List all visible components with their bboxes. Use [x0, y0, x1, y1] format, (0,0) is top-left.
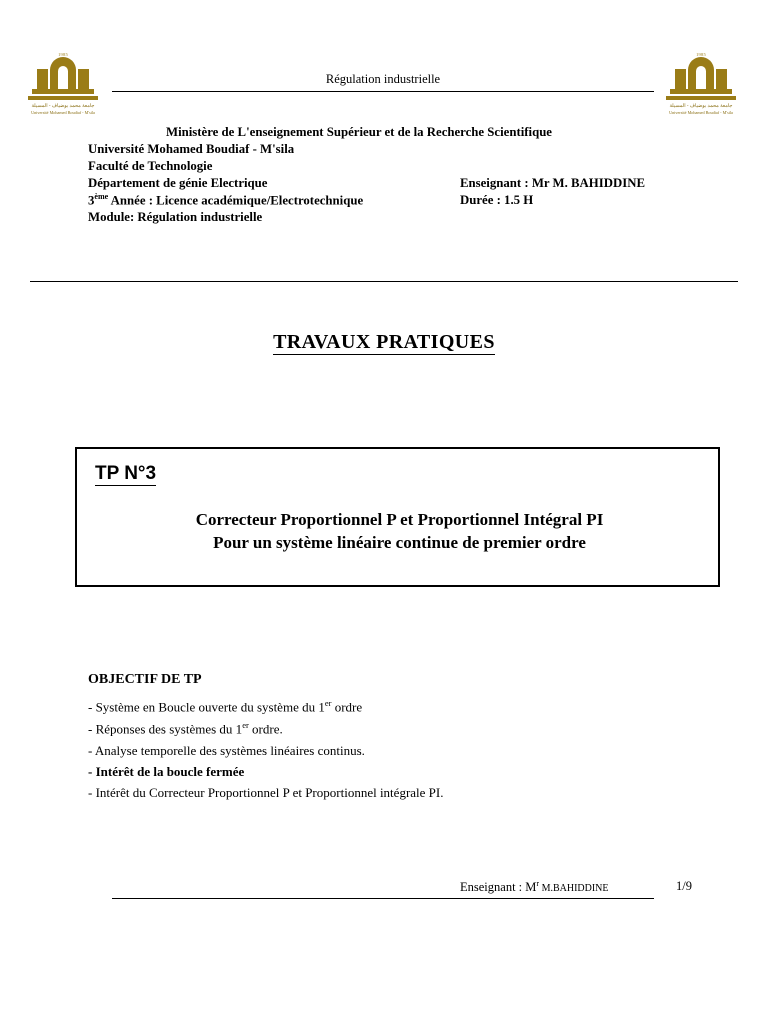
objectives-title: OBJECTIF DE TP — [88, 672, 202, 687]
footer-divider — [112, 898, 654, 899]
objective-sup: er — [324, 698, 332, 708]
institution-block — [88, 124, 688, 226]
ministry-line: Ministère de L'enseignement Supérieur et de la Recherche Scientifique — [166, 125, 552, 139]
university-name-french-right: Université Mohamed Boudiaf - M'sila — [669, 110, 733, 116]
header-divider — [112, 91, 654, 92]
tp-subtitle — [77, 509, 722, 555]
crest-year-right: 1985 — [696, 52, 706, 57]
university-name-arabic-right: جامعة محمد بوضياف - المسيلة — [669, 104, 733, 109]
page-title-text: TRAVAUX PRATIQUES — [273, 331, 495, 353]
objective-item — [88, 765, 688, 778]
objectives-list — [88, 699, 688, 807]
faculty-line: Faculté de Technologie — [88, 158, 213, 173]
university-logo-right — [662, 52, 740, 120]
objective-text: - Intérêt du Correcteur Proportionnel P et Proportionnel intégrale PI. — [88, 784, 444, 800]
objective-item — [88, 786, 688, 799]
university-name-arabic-left: جامعة محمد بوضياف - المسيلة — [31, 104, 95, 109]
department-line — [88, 175, 688, 192]
department-label: Département de génie Electrique — [88, 175, 268, 190]
objective-text: - Analyse temporelle des systèmes linéaires continus. — [88, 742, 365, 758]
academic-year-rest: Année : Licence académique/Electrotechnique — [108, 192, 364, 207]
objective-text: - Système en Boucle ouverte du système du 1 — [88, 699, 325, 715]
objective-text: - Intérêt de la boucle fermée — [88, 763, 245, 779]
objective-suffix: ordre — [331, 699, 363, 715]
footer-page-number: 1/9 — [676, 879, 692, 893]
duration-label: Durée : 1.5 H — [460, 192, 534, 207]
objective-item — [88, 744, 688, 757]
footer-teacher — [460, 879, 609, 895]
objective-text: - Réponses des systèmes du 1 — [88, 721, 243, 737]
academic-year-prefix: 3 — [88, 192, 95, 207]
academic-year-sup: ème — [94, 191, 109, 201]
university-crest-icon — [24, 52, 102, 104]
tp-box — [75, 447, 720, 587]
university-crest-icon-right — [662, 52, 740, 104]
module-line: Module: Régulation industrielle — [88, 209, 263, 224]
academic-year-line — [88, 192, 688, 209]
objective-item — [88, 721, 688, 735]
objective-item — [88, 699, 688, 713]
institution-divider — [30, 281, 738, 282]
university-line: Université Mohamed Boudiaf - M'sila — [88, 141, 295, 156]
running-header-title: Régulation industrielle — [325, 72, 441, 86]
objective-sup: er — [242, 720, 249, 731]
objective-suffix: ordre. — [248, 721, 283, 737]
university-logo-left — [24, 52, 102, 120]
tp-number-text: TP N°3 — [95, 463, 157, 484]
footer-teacher-sup: r — [536, 879, 540, 888]
tp-subtitle-line2: Pour un système linéaire continue de premier ordre — [213, 532, 586, 552]
page-title — [0, 331, 768, 354]
tp-number — [95, 463, 156, 485]
footer-teacher-name: M.BAHIDDINE — [539, 883, 609, 895]
teacher-label: Enseignant : Mr M. BAHIDDINE — [460, 175, 645, 190]
footer-teacher-prefix: Enseignant : M — [460, 880, 537, 895]
tp-subtitle-line1: Correcteur Proportionnel P et Proportionnel Intégral PI — [195, 510, 604, 529]
crest-year-left: 1985 — [58, 52, 68, 57]
university-name-french-left: Université Mohamed Boudiaf - M'sila — [31, 110, 95, 116]
